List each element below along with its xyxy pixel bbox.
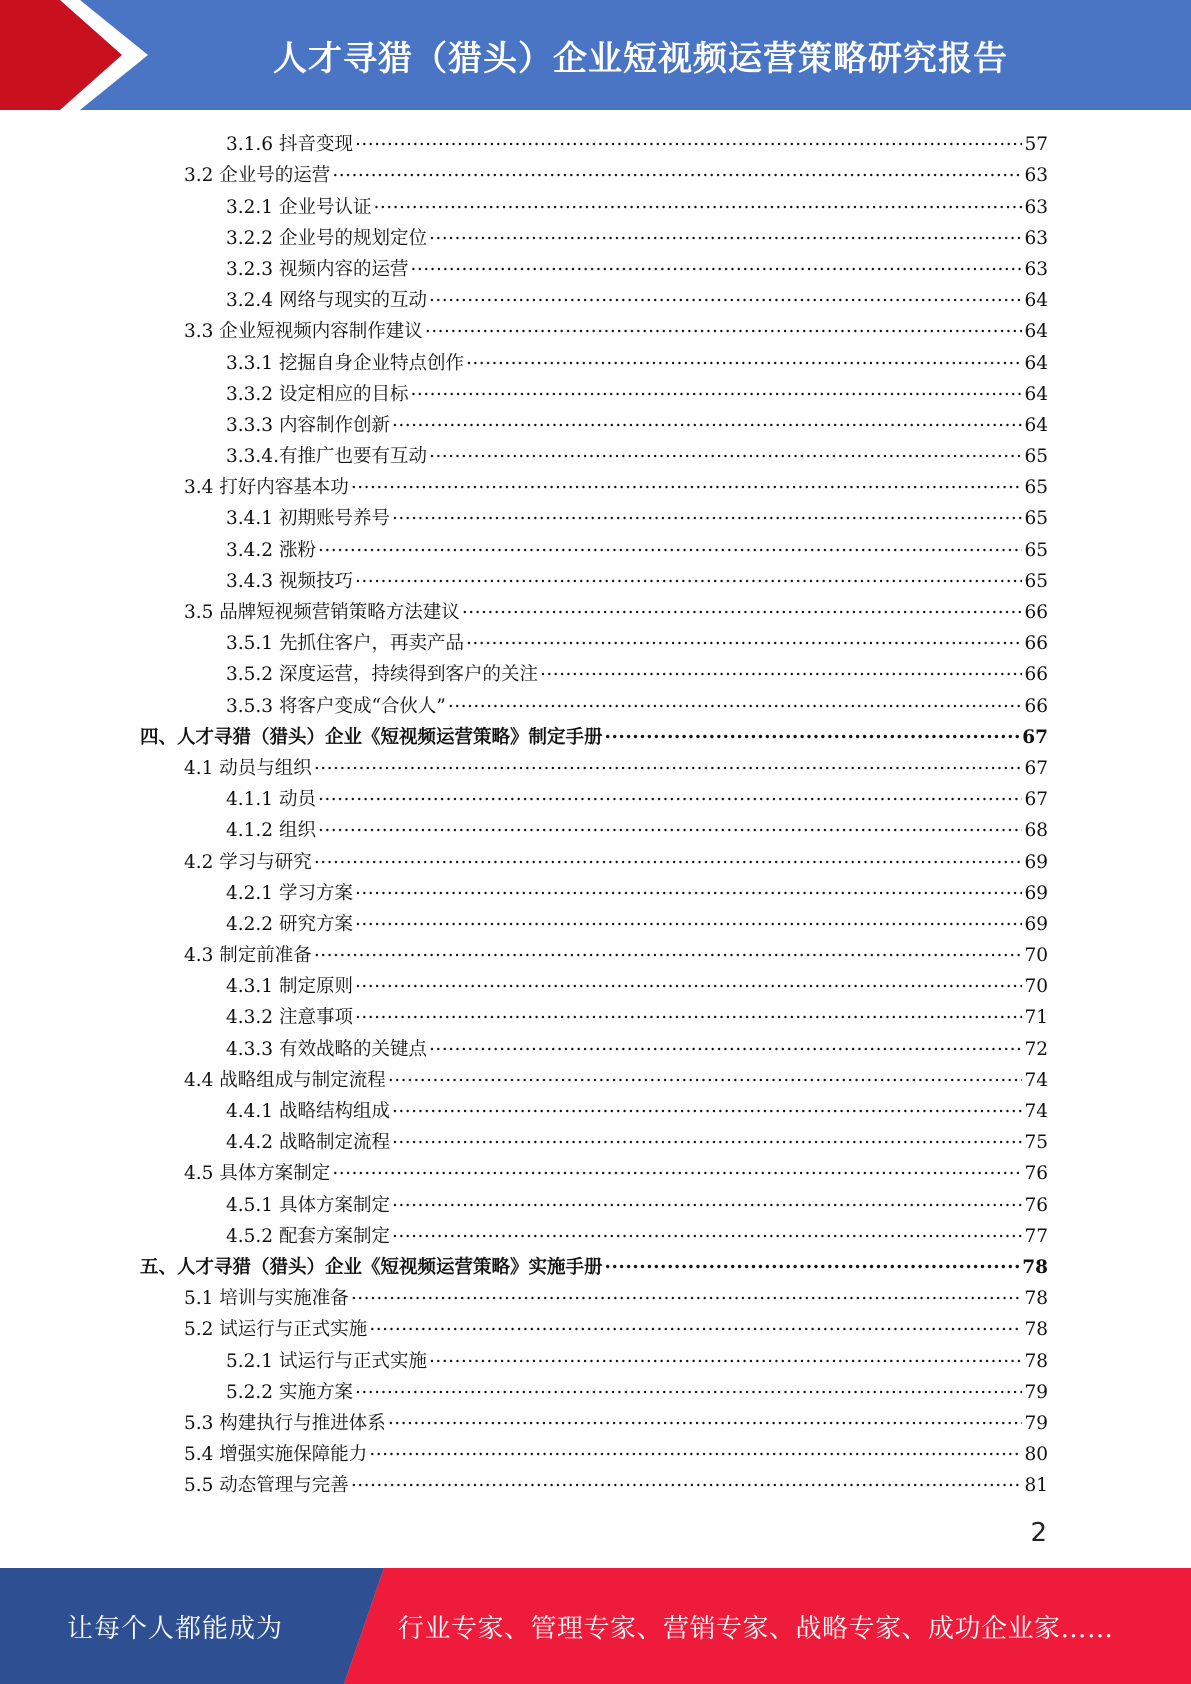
toc-entry-page: 67: [1024, 789, 1048, 811]
toc-entry-label: 4.3.1 制定原则: [226, 976, 353, 998]
dot-leader: [355, 1376, 1023, 1398]
dot-leader: [351, 471, 1023, 493]
dot-leader: [388, 1407, 1023, 1429]
dot-leader: [425, 315, 1023, 337]
toc-entry-label: 4.3 制定前准备: [184, 945, 312, 967]
toc-entry[interactable]: [140, 253, 1048, 284]
toc-entry-label: 4.5 具体方案制定: [184, 1163, 331, 1185]
toc-entry-page: 64: [1024, 290, 1048, 312]
toc-entry-label: 3.4.2 涨粉: [226, 539, 316, 561]
toc-entry-page: 64: [1024, 383, 1048, 405]
toc-entry-label: 4.2.2 研究方案: [226, 913, 353, 935]
toc-entry-label: 4.4.1 战略结构组成: [226, 1101, 390, 1122]
toc-entry-page: 81: [1024, 1475, 1048, 1497]
toc-entry-label: 3.3.2 设定相应的目标: [226, 383, 409, 405]
toc-entry[interactable]: [140, 1438, 1048, 1469]
toc-entry[interactable]: [140, 1313, 1048, 1344]
dot-leader: [429, 284, 1022, 306]
toc-entry-page: 70: [1024, 976, 1048, 998]
toc-entry-page: 64: [1024, 321, 1048, 343]
toc-entry[interactable]: [140, 939, 1048, 970]
toc-entry[interactable]: [140, 1469, 1048, 1500]
toc-entry-page: 67: [1022, 726, 1048, 748]
toc-entry-page: 65: [1024, 446, 1048, 468]
dot-leader: [351, 1282, 1023, 1304]
dot-leader: [410, 253, 1022, 275]
toc-entry-label: 4.5.2 配套方案制定: [226, 1225, 390, 1247]
toc-entry-page: 76: [1024, 1163, 1048, 1185]
toc-entry-label: 3.2 企业号的运营: [184, 165, 331, 187]
toc-entry[interactable]: [140, 1407, 1048, 1438]
toc-entry[interactable]: [140, 315, 1048, 346]
toc-entry-label: 3.5.3 将客户变成“合伙人”: [226, 695, 446, 717]
dot-leader: [466, 627, 1022, 649]
toc-entry[interactable]: [140, 1095, 1048, 1126]
toc-entry-label: 4.4 战略组成与制定流程: [184, 1069, 386, 1091]
dot-leader: [429, 440, 1022, 462]
dot-leader: [392, 1220, 1022, 1242]
toc-entry-label: 5.3 构建执行与推进体系: [184, 1412, 386, 1434]
toc-entry-label: 四、人才寻猎（猎头）企业《短视频运营策略》制定手册: [140, 726, 603, 748]
dot-leader: [429, 222, 1022, 244]
toc-entry[interactable]: [140, 1251, 1048, 1282]
dot-leader: [332, 159, 1022, 181]
toc-entry[interactable]: [140, 845, 1048, 876]
toc-entry-label: 3.3 企业短视频内容制作建议: [184, 321, 423, 343]
toc-entry-page: 63: [1024, 227, 1048, 249]
toc-entry-label: 3.1.6 抖音变现: [226, 134, 353, 156]
toc-entry[interactable]: [140, 970, 1048, 1001]
dot-leader: [540, 658, 1022, 680]
dot-leader: [388, 1064, 1023, 1086]
dot-leader: [355, 970, 1023, 992]
toc-entry-label: 5.1 培训与实施准备: [184, 1288, 349, 1310]
dot-leader: [429, 1344, 1022, 1366]
toc-entry-label: 4.1.1 动员: [226, 789, 316, 811]
toc-entry[interactable]: [140, 284, 1048, 315]
dot-leader: [466, 346, 1022, 368]
dot-leader: [355, 565, 1023, 587]
toc-entry[interactable]: [140, 1344, 1048, 1375]
toc-entry-page: 63: [1024, 165, 1048, 187]
toc-entry-page: 69: [1024, 913, 1048, 935]
footer-slogan-right: 行业专家、管理专家、营销专家、战略专家、成功企业家……: [398, 1613, 1114, 1644]
toc-entry-label: 3.5 品牌短视频营销策略方法建议: [184, 602, 460, 623]
toc-entry[interactable]: [140, 814, 1048, 845]
toc-entry[interactable]: [140, 752, 1048, 783]
dot-leader: [355, 1001, 1023, 1023]
toc-entry-page: 67: [1024, 757, 1048, 779]
dot-leader: [392, 1126, 1022, 1148]
toc-entry-page: 74: [1024, 1069, 1048, 1091]
toc-entry[interactable]: [140, 658, 1048, 689]
toc-entry[interactable]: [140, 689, 1048, 720]
toc-entry-page: 69: [1024, 882, 1048, 904]
toc-entry[interactable]: [140, 908, 1048, 939]
toc-entry[interactable]: [140, 471, 1048, 502]
toc-entry-page: 65: [1024, 570, 1048, 592]
toc-entry[interactable]: [140, 596, 1048, 627]
toc-entry-label: 5.2.1 试运行与正式实施: [226, 1350, 427, 1372]
toc-entry-page: 64: [1024, 414, 1048, 436]
toc-entry[interactable]: [140, 502, 1048, 533]
toc-entry-page: 78: [1022, 1256, 1048, 1278]
toc-entry-page: 64: [1024, 352, 1048, 374]
toc-entry[interactable]: [140, 378, 1048, 409]
toc-entry-label: 3.5.1 先抓住客户，再卖产品: [226, 633, 464, 655]
dot-leader: [392, 409, 1022, 431]
toc-entry-label: 4.1.2 组织: [226, 820, 316, 842]
toc-entry-label: 4.5.1 具体方案制定: [226, 1194, 390, 1216]
dot-leader: [355, 877, 1023, 899]
toc-entry-page: 66: [1024, 664, 1048, 686]
dot-leader: [314, 939, 1023, 961]
toc-entry-page: 78: [1024, 1288, 1048, 1310]
toc-entry-page: 65: [1024, 539, 1048, 561]
toc-entry-label: 4.1 动员与组织: [184, 757, 312, 779]
toc-entry-page: 79: [1024, 1412, 1048, 1434]
toc-entry[interactable]: [140, 1376, 1048, 1407]
toc-entry-label: 5.5 动态管理与完善: [184, 1475, 349, 1497]
toc-entry-page: 75: [1024, 1132, 1048, 1154]
dot-leader: [314, 752, 1023, 774]
dot-leader: [392, 502, 1022, 524]
toc-entry[interactable]: [140, 1126, 1048, 1157]
toc-entry-label: 3.3.3 内容制作创新: [226, 414, 390, 436]
toc-entry-label: 3.2.3 视频内容的运营: [226, 258, 409, 280]
toc-entry[interactable]: [140, 190, 1048, 221]
table-of-contents: [140, 128, 1048, 1500]
toc-entry[interactable]: [140, 159, 1048, 190]
toc-entry[interactable]: [140, 1001, 1048, 1032]
toc-entry-page: 65: [1024, 477, 1048, 499]
dot-leader: [332, 1157, 1022, 1179]
toc-entry-page: 80: [1024, 1444, 1048, 1466]
dot-leader: [392, 1188, 1022, 1210]
dot-leader: [318, 533, 1023, 555]
report-title: 人才寻猎（猎头）企业短视频运营策略研究报告: [273, 38, 1008, 79]
dot-leader: [318, 814, 1023, 836]
dot-leader: [314, 845, 1023, 867]
toc-entry[interactable]: [140, 409, 1048, 440]
dot-leader: [605, 721, 1021, 743]
toc-entry-page: 69: [1024, 851, 1048, 873]
toc-entry-page: 65: [1024, 508, 1048, 530]
dot-leader: [373, 190, 1022, 212]
toc-entry-label: 4.2.1 学习方案: [226, 882, 353, 904]
dot-leader: [318, 783, 1023, 805]
toc-entry-label: 五、人才寻猎（猎头）企业《短视频运营策略》实施手册: [140, 1256, 603, 1278]
toc-entry-label: 5.4 增强实施保障能力: [184, 1444, 368, 1466]
toc-entry-label: 3.3.4.有推广也要有互动: [226, 446, 427, 468]
dot-leader: [605, 1251, 1021, 1273]
toc-entry[interactable]: [140, 533, 1048, 564]
toc-entry[interactable]: [140, 1220, 1048, 1251]
toc-entry[interactable]: [140, 721, 1048, 752]
toc-entry[interactable]: [140, 1188, 1048, 1219]
footer-slogan-left: 让每个人都能成为: [66, 1613, 283, 1644]
toc-entry-page: 57: [1024, 134, 1048, 156]
toc-entry-label: 3.5.2 深度运营，持续得到客户的关注: [226, 664, 538, 686]
toc-entry-label: 3.4 打好内容基本功: [184, 477, 349, 499]
toc-entry-page: 72: [1024, 1038, 1048, 1060]
toc-entry-page: 77: [1024, 1225, 1048, 1247]
toc-entry-label: 3.2.2 企业号的规划定位: [226, 227, 427, 249]
page-header: [0, 0, 1191, 110]
toc-entry-label: 4.3.2 注意事项: [226, 1007, 353, 1029]
toc-entry[interactable]: [140, 1157, 1048, 1188]
toc-entry-page: 76: [1024, 1194, 1048, 1216]
toc-entry[interactable]: [140, 627, 1048, 658]
chevron-arrow-icon: [0, 0, 160, 110]
toc-entry-page: 70: [1024, 945, 1048, 967]
toc-entry-page: 71: [1024, 1007, 1048, 1029]
toc-entry-page: 66: [1024, 602, 1048, 623]
toc-entry[interactable]: [140, 783, 1048, 814]
toc-entry[interactable]: [140, 440, 1048, 471]
toc-entry-label: 4.4.2 战略制定流程: [226, 1132, 390, 1154]
toc-entry[interactable]: [140, 1064, 1048, 1095]
dot-leader: [369, 1313, 1022, 1335]
dot-leader: [392, 1095, 1022, 1117]
toc-entry-page: 63: [1024, 258, 1048, 280]
dot-leader: [448, 689, 1023, 711]
dot-leader: [355, 908, 1023, 930]
toc-entry-label: 3.3.1 挖掘自身企业特点创作: [226, 352, 464, 374]
dot-leader: [355, 128, 1023, 150]
page-footer: [0, 1568, 1191, 1684]
toc-entry-label: 3.2.1 企业号认证: [226, 196, 372, 218]
toc-entry-page: 78: [1024, 1350, 1048, 1372]
toc-entry-label: 4.2 学习与研究: [184, 851, 312, 873]
toc-entry-page: 68: [1024, 820, 1048, 842]
dot-leader: [410, 378, 1022, 400]
dot-leader: [462, 596, 1023, 618]
toc-entry-label: 5.2.2 实施方案: [226, 1381, 353, 1403]
toc-entry-page: 66: [1024, 633, 1048, 655]
toc-entry[interactable]: [140, 1032, 1048, 1063]
toc-entry[interactable]: [140, 565, 1048, 596]
dot-leader: [429, 1032, 1022, 1054]
toc-entry-page: 63: [1024, 196, 1048, 218]
toc-entry-label: 3.2.4 网络与现实的互动: [226, 290, 427, 312]
toc-entry-page: 74: [1024, 1101, 1048, 1122]
dot-leader: [351, 1469, 1023, 1491]
toc-entry-label: 5.2 试运行与正式实施: [184, 1319, 368, 1341]
toc-entry[interactable]: [140, 877, 1048, 908]
toc-entry-label: 3.4.3 视频技巧: [226, 570, 353, 592]
page-number: 2: [1030, 1518, 1047, 1548]
toc-entry[interactable]: [140, 346, 1048, 377]
toc-entry-page: 79: [1024, 1381, 1048, 1403]
dot-leader: [369, 1438, 1022, 1460]
toc-entry[interactable]: [140, 222, 1048, 253]
toc-entry-label: 4.3.3 有效战略的关键点: [226, 1038, 427, 1060]
toc-entry[interactable]: [140, 1282, 1048, 1313]
toc-entry-page: 66: [1024, 695, 1048, 717]
toc-entry-label: 3.4.1 初期账号养号: [226, 508, 390, 530]
toc-entry[interactable]: [140, 128, 1048, 159]
toc-entry-page: 78: [1024, 1319, 1048, 1341]
